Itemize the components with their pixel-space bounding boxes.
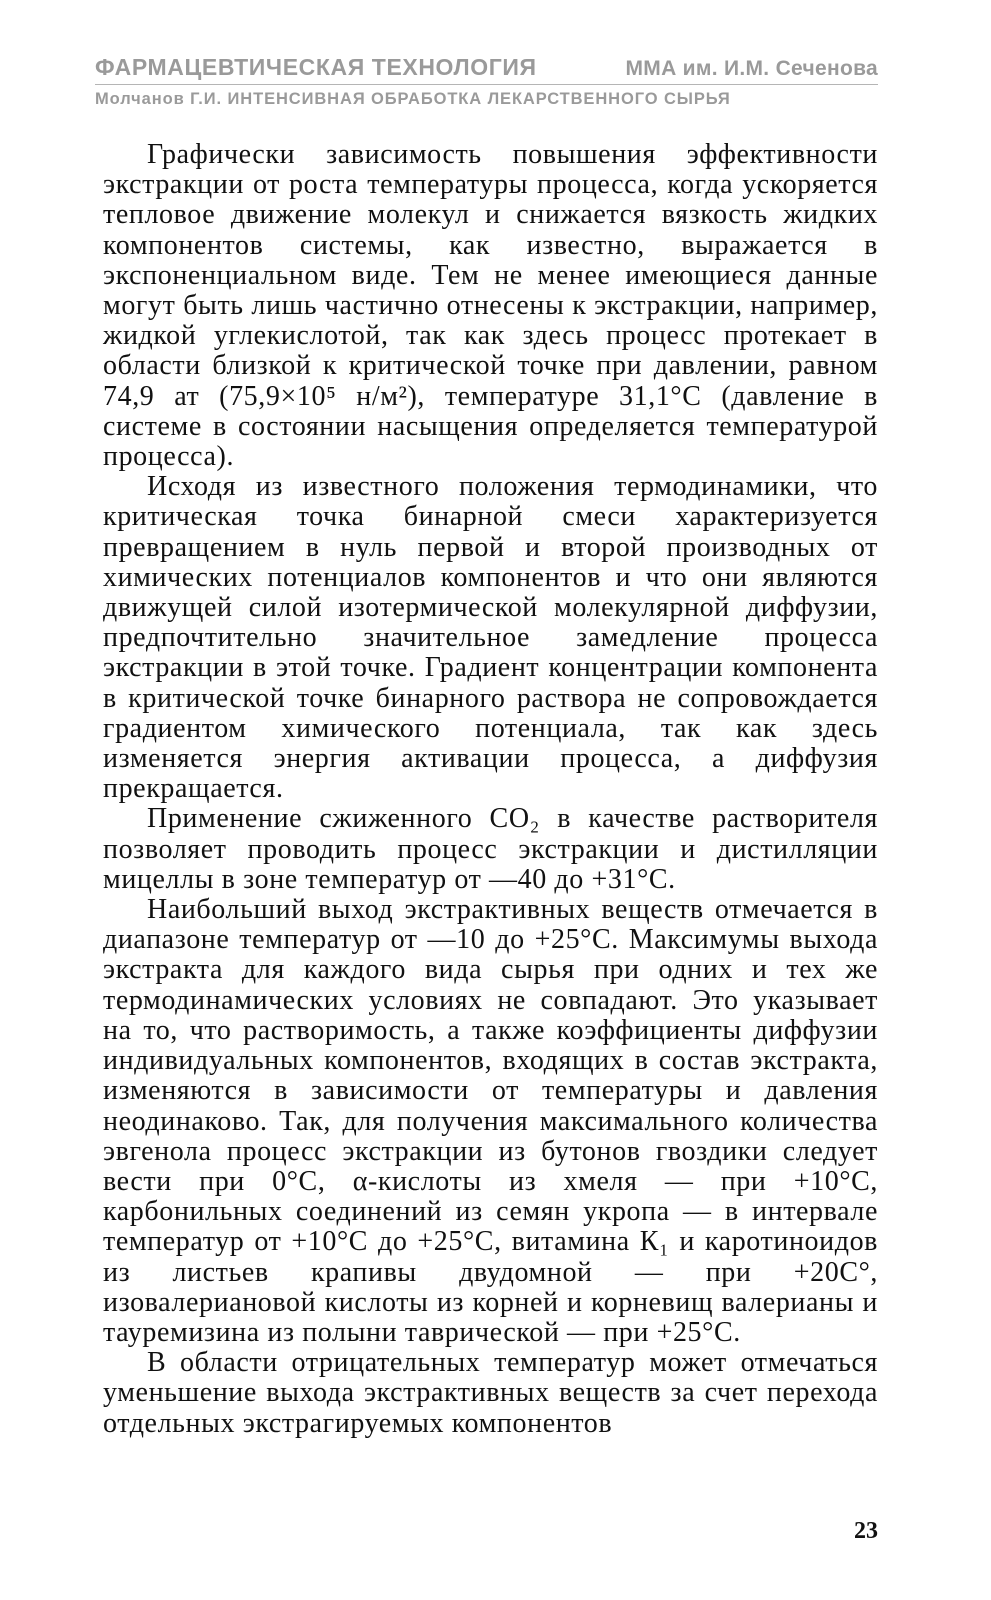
paragraph-1: Графически зависимость повышения эффективности экстракции от роста температуры процесса, когда ускоряется тепловое движение молекул и снижается вязкость жидких компонентов системы, как известно, выражается в экспоненциальном виде. Тем не менее имеющиеся данные могут быть лишь частично отнесены к экстракции, например, жидкой углекислотой, так как здесь процесс протекает в области близкой к критической точке при давлении, равном 74,9 ат (75,9×10⁵ н/м²), температуре 31,1°С (давление в системе в состоянии насыщения определяется температурой процесса). xyxy=(103,139,878,473)
paragraph-2: Исходя из известного положения термодинамики, что критическая точка бинарной смеси характеризуется превращением в нуль первой и второй производных от химических потенциалов компонентов и что они являются движущей силой изотермической молекулярной диффузии, предпочтительно значительное замедление процесса экстракции в этой точке. Градиент концентрации компонента в критической точке бинарного раствора не сопровождается градиентом химического потенциала, так как здесь изменяется энергия активации процесса, а диффузия прекращается. xyxy=(103,471,878,805)
header-divider xyxy=(95,84,878,85)
paragraph-5: В области отрицательных температур может отмечаться уменьшение выхода экстрактивных веществ за счет перехода отдельных экстрагируемых компонентов xyxy=(103,1347,878,1439)
header-title-row xyxy=(95,52,878,84)
header-discipline-title: ФАРМАЦЕВТИЧЕСКАЯ ТЕХНОЛОГИЯ xyxy=(95,54,537,80)
header-institution: ММА им. И.М. Сеченова xyxy=(625,57,878,80)
page-body xyxy=(103,140,878,1439)
page-number: 23 xyxy=(854,1518,878,1544)
paragraph-3: Применение сжиженного СО₂ в качестве растворителя позволяет проводить процесс экстракции и дистилляции мицеллы в зоне температур от —40 до +31°С. xyxy=(103,803,878,895)
running-header xyxy=(95,52,878,111)
paragraph-4: Наибольший выход экстрактивных веществ отмечается в диапазоне температур от —10 до +25°С. Максимумы выхода экстракта для каждого вида сырья при одних и тех же термодинамических условиях не совпадают. Это указывает на то, что растворимость, а также коэффициенты диффузии индивидуальных компонентов, входящих в состав экстракта, изменяются в зависимости от температуры и давления неодинаково. Так, для получения максимального количества эвгенола процесс экстракции из бутонов гвоздики следует вести при 0°С, α-кислоты из хмеля — при +10°С, карбонильных соединений из семян укропа — в интервале температур от +10°С до +25°С, витамина К₁ и каротиноидов из листьев крапивы двудомной — при +20С°, изовалериановой кислоты из корней и корневищ валерианы и тауремизина из полыни таврической — при +25°С. xyxy=(103,894,878,1348)
header-author-title: Молчанов Г.И. ИНТЕНСИВНАЯ ОБРАБОТКА ЛЕКАРСТВЕННОГО СЫРЬЯ xyxy=(95,90,731,108)
